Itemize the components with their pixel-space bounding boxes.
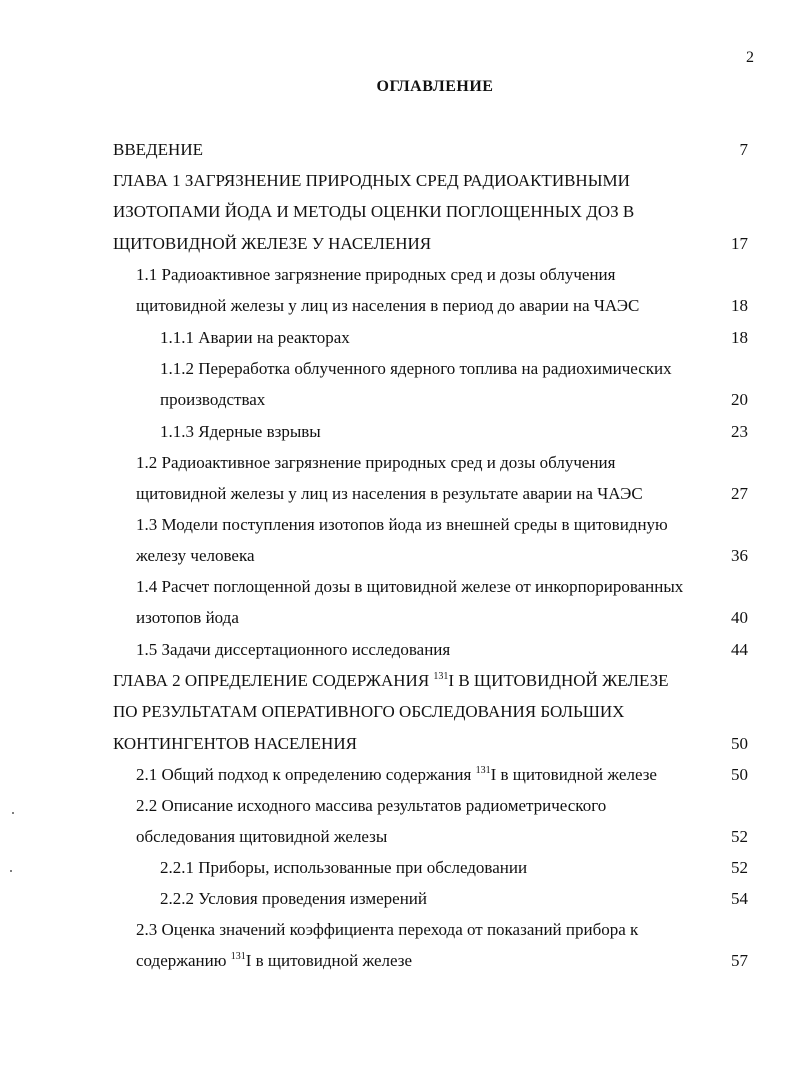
toc-page: 36 [731, 546, 748, 565]
page-number: 2 [746, 49, 754, 66]
toc-entry-2-2-cont: обследования щитовидной железы [136, 827, 388, 846]
toc-entry-chapter2-cont: КОНТИНГЕНТОВ НАСЕЛЕНИЯ [113, 734, 357, 753]
toc-page: 18 [731, 296, 748, 315]
toc-entry-2-1: 2.1 Общий подход к определению содержания $^{131}$I в щитовидной железе [136, 765, 657, 784]
toc-entry-1-1-2: 1.1.2 Переработка облученного ядерного топлива на радиохимических [160, 359, 672, 378]
toc-entry-chapter1-cont: ЩИТОВИДНОЙ ЖЕЛЕЗЕ У НАСЕЛЕНИЯ [113, 234, 432, 253]
toc-page: 57 [731, 951, 748, 970]
toc-entry-1-5: 1.5 Задачи диссертационного исследования [136, 640, 451, 659]
toc-entry-1-1-3: 1.1.3 Ядерные взрывы [160, 422, 321, 441]
toc-entry-chapter1: ГЛАВА 1 ЗАГРЯЗНЕНИЕ ПРИРОДНЫХ СРЕД РАДИОАКТИВНЫМИ [113, 171, 630, 190]
toc-entry-1-3-cont: железу человека [136, 546, 255, 565]
toc-entry-chapter2: ГЛАВА 2 ОПРЕДЕЛЕНИЕ СОДЕРЖАНИЯ $^{131}$I В ЩИТОВИДНОЙ ЖЕЛЕЗЕ [113, 671, 669, 690]
toc-entry-1-3: 1.3 Модели поступления изотопов йода из внешней среды в щитовидную [136, 515, 668, 534]
toc-entry-chapter1-cont: ИЗОТОПАМИ ЙОДА И МЕТОДЫ ОЦЕНКИ ПОГЛОЩЕННЫХ ДОЗ В [113, 202, 635, 221]
toc-page: 20 [731, 390, 748, 409]
toc-page: 23 [731, 422, 748, 441]
scan-speck [10, 870, 12, 872]
toc-entry-1-2: 1.2 Радиоактивное загрязнение природных сред и дозы облучения [136, 453, 616, 472]
toc-page: 52 [731, 858, 748, 877]
toc-page: 18 [731, 328, 748, 347]
toc-page: 40 [731, 608, 748, 627]
toc-entry-1-1-1: 1.1.1 Аварии на реакторах [160, 328, 350, 347]
toc-entry-1-1: 1.1 Радиоактивное загрязнение природных сред и дозы облучения [136, 265, 616, 284]
toc-entry-chapter2-cont: ПО РЕЗУЛЬТАТАМ ОПЕРАТИВНОГО ОБСЛЕДОВАНИЯ БОЛЬШИХ [113, 702, 625, 721]
toc-entry-2-3-cont: содержанию $^{131}$I в щитовидной железе [136, 951, 413, 970]
toc-page: 54 [731, 889, 748, 908]
toc-entry-1-2-cont: щитовидной железы у лиц из населения в результате аварии на ЧАЭС [136, 484, 643, 503]
toc-entry-1-4-cont: изотопов йода [136, 608, 239, 627]
toc-entry-1-4: 1.4 Расчет поглощенной дозы в щитовидной железе от инкорпорированных [136, 577, 684, 596]
toc-page: 27 [731, 484, 748, 503]
toc-entry-1-1-cont: щитовидной железы у лиц из населения в период до аварии на ЧАЭС [136, 296, 640, 315]
toc-entry-intro: ВВЕДЕНИЕ [113, 140, 203, 159]
page-title: ОГЛАВЛЕНИЕ [376, 78, 494, 95]
toc-page: 52 [731, 827, 748, 846]
scan-speck [12, 812, 14, 814]
toc-page: 50 [731, 765, 748, 784]
toc-entry-2-2-2: 2.2.2 Условия проведения измерений [160, 889, 427, 908]
toc-entry-2-2-1: 2.2.1 Приборы, использованные при обследовании [160, 858, 528, 877]
toc-entry-2-3: 2.3 Оценка значений коэффициента перехода от показаний прибора к [136, 920, 639, 939]
toc-entry-2-2: 2.2 Описание исходного массива результатов радиометрического [136, 796, 607, 815]
toc-page: 50 [731, 734, 748, 753]
toc-page: 7 [739, 140, 748, 159]
toc-page: 17 [731, 234, 748, 253]
toc-entry-1-1-2-cont: производствах [160, 390, 266, 409]
toc-page: 44 [731, 640, 748, 659]
